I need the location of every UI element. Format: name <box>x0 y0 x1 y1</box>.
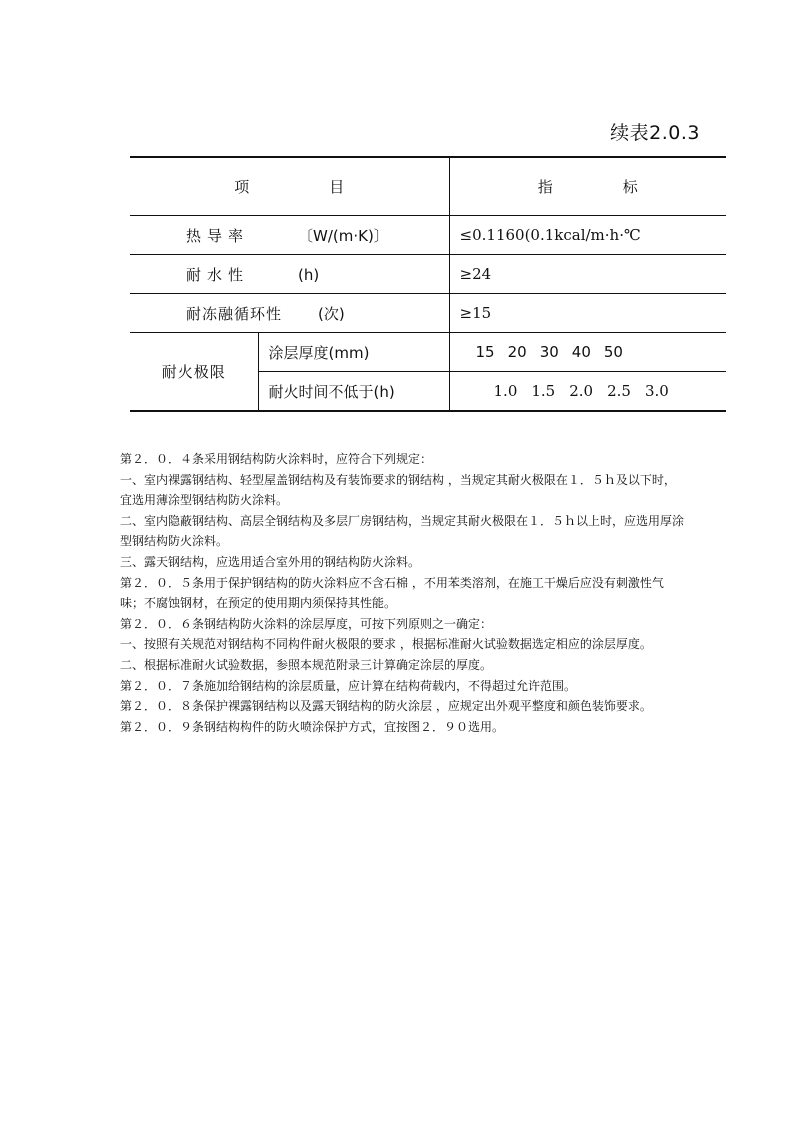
thickness-value: 15 <box>475 343 495 361</box>
paragraph: 第２．０．５条用于保护钢结构的防火涂料应不含石棉 ，不用苯类溶剂，在施工干燥后应没有刺激性气味；不腐蚀钢材，在预定的使用期内须保持其性能。 <box>120 575 664 611</box>
paragraph: 二、根据标准耐火试验数据，参照本规范附录三计算确定涂层的厚度。 <box>120 657 493 672</box>
paragraph: 一、室内裸露钢结构、轻型屋盖钢结构及有装饰要求的钢结构 ，当规定其耐火极限在１．５ｈ及以下时，宜选用薄涂型钢结构防火涂料。 <box>120 472 676 508</box>
table-row <box>130 216 726 255</box>
indicator-value: ≥15 <box>449 294 726 333</box>
fire-limit-label: 耐火极限 <box>130 333 258 412</box>
item-cell <box>130 255 449 294</box>
item-unit: (h) <box>298 265 320 284</box>
time-label: 耐火时间不低于(h) <box>258 372 449 412</box>
paragraph: 一、按照有关规范对钢结构不同构件耐火极限的要求 ，根据标准耐火试验数据选定相应的涂层厚度。 <box>120 637 652 652</box>
paragraph: 第２．０．７条施加给钢结构的涂层质量，应计算在结构荷载内，不得超过允许范围。 <box>120 678 577 693</box>
time-value: 1.0 <box>493 382 518 400</box>
time-value: 2.0 <box>569 382 594 400</box>
indicator-value: ≤0.1160(0.1kcal/m·h·℃ <box>449 216 726 255</box>
paragraph: 第２．０．９条钢结构构件的防火喷涂保护方式，宜按图２．９０选用。 <box>120 719 505 734</box>
spec-table <box>130 156 726 412</box>
table-row <box>130 294 726 333</box>
time-value: 1.5 <box>531 382 556 400</box>
paragraph: 第２．０．６条钢结构防火涂料的涂层厚度，可按下列原则之一确定： <box>120 616 493 631</box>
thickness-value: 40 <box>571 343 591 361</box>
paragraph: 第２．０．８条保护裸露钢结构以及露天钢结构的防火涂层 ，应规定出外观平整度和颜色装饰要求。 <box>120 699 652 714</box>
item-cell <box>130 294 449 333</box>
paragraph: 二、室内隐蔽钢结构、高层全钢结构及多层厂房钢结构，当规定其耐火极限在１．５ｈ以上时，应选用厚涂型钢结构防火涂料。 <box>120 513 685 549</box>
thickness-label: 涂层厚度(mm) <box>258 333 449 372</box>
item-unit: 〔W/(m·K)〕 <box>298 226 389 245</box>
paragraph: 第２．０．４条采用钢结构防火涂料时，应符合下列规定： <box>120 452 433 466</box>
paragraph: 三、露天钢结构，应选用适合室外用的钢结构防火涂料。 <box>120 554 421 569</box>
item-cell <box>130 216 449 255</box>
thickness-values <box>449 333 726 372</box>
time-value: 3.0 <box>644 382 669 400</box>
item-unit: (次) <box>318 304 345 323</box>
indicator-value: ≥24 <box>449 255 726 294</box>
table-header-row <box>130 157 726 216</box>
time-values <box>449 372 726 412</box>
item-name: 热导率 <box>186 226 250 245</box>
thickness-value: 30 <box>539 343 559 361</box>
item-name: 耐水性 <box>186 265 250 284</box>
table-row <box>130 333 726 372</box>
header-indicator: 指标 <box>449 157 726 216</box>
table-title: 续表2.0.3 <box>610 122 700 144</box>
thickness-value: 50 <box>603 343 623 361</box>
time-value: 2.5 <box>607 382 631 400</box>
item-name: 耐冻融循环性 <box>186 304 283 323</box>
table-row <box>130 255 726 294</box>
thickness-value: 20 <box>507 343 527 361</box>
header-item: 项目 <box>130 157 449 216</box>
body-text <box>120 449 685 737</box>
